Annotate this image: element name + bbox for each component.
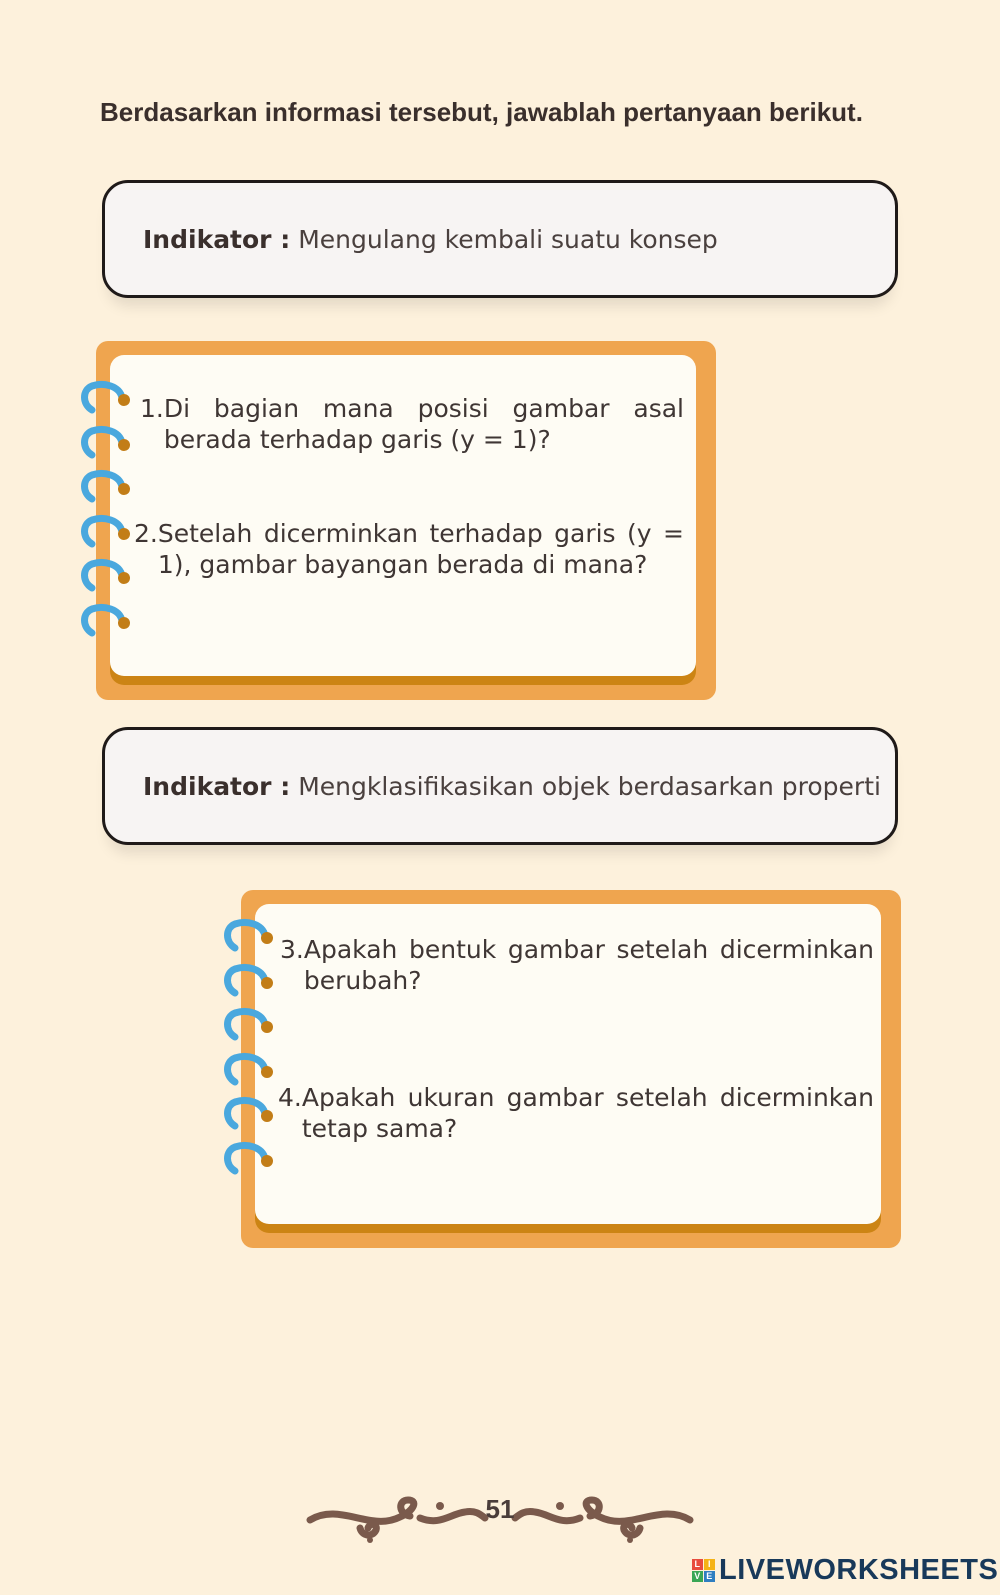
spiral-ring-icon bbox=[223, 963, 283, 1003]
brand-name: LIVEWORKSHEETS bbox=[719, 1554, 999, 1586]
indicator-text: Mengklasifikasikan objek berdasarkan properti bbox=[298, 771, 881, 801]
question-4 bbox=[278, 1082, 874, 1144]
question-1 bbox=[140, 393, 684, 455]
question-2 bbox=[134, 518, 684, 580]
indicator-box-1 bbox=[102, 180, 898, 298]
indicator-label: Indikator : bbox=[143, 771, 291, 801]
brand-logo-icon: L I V E bbox=[692, 1559, 715, 1582]
question-number: 2. bbox=[134, 519, 158, 548]
spiral-ring-icon bbox=[80, 425, 140, 465]
spiral-ring-icon bbox=[223, 918, 283, 958]
liveworksheets-logo bbox=[692, 1554, 998, 1587]
spiral-ring-icon bbox=[223, 1096, 283, 1136]
question-number: 4. bbox=[278, 1083, 302, 1112]
intro-text: Berdasarkan informasi tersebut, jawablah pertanyaan berikut. bbox=[100, 97, 863, 127]
question-number: 3. bbox=[280, 935, 304, 964]
spiral-ring-icon bbox=[80, 514, 140, 554]
question-text: Apakah ukuran gambar setelah dicerminkan tetap sama? bbox=[301, 1083, 874, 1143]
question-3 bbox=[280, 934, 874, 996]
spiral-ring-icon bbox=[223, 1007, 283, 1047]
page-number: 51 bbox=[485, 1494, 515, 1524]
spiral-ring-icon bbox=[80, 380, 140, 420]
indicator-text: Mengulang kembali suatu konsep bbox=[298, 224, 718, 254]
question-text: Apakah bentuk gambar setelah dicerminkan berubah? bbox=[303, 935, 874, 995]
question-text: Setelah dicerminkan terhadap garis (y = 1), gambar bayangan berada di mana? bbox=[157, 519, 684, 579]
spiral-ring-icon bbox=[223, 1052, 283, 1092]
spiral-ring-icon bbox=[223, 1141, 283, 1181]
indicator-label: Indikator : bbox=[143, 224, 291, 254]
spiral-ring-icon bbox=[80, 469, 140, 509]
spiral-ring-icon bbox=[80, 558, 140, 598]
question-text: Di bagian mana posisi gambar asal berada terhadap garis (y = 1)? bbox=[163, 394, 684, 454]
indicator-box-2 bbox=[102, 727, 898, 845]
spiral-ring-icon bbox=[80, 603, 140, 643]
question-number: 1. bbox=[140, 394, 164, 423]
